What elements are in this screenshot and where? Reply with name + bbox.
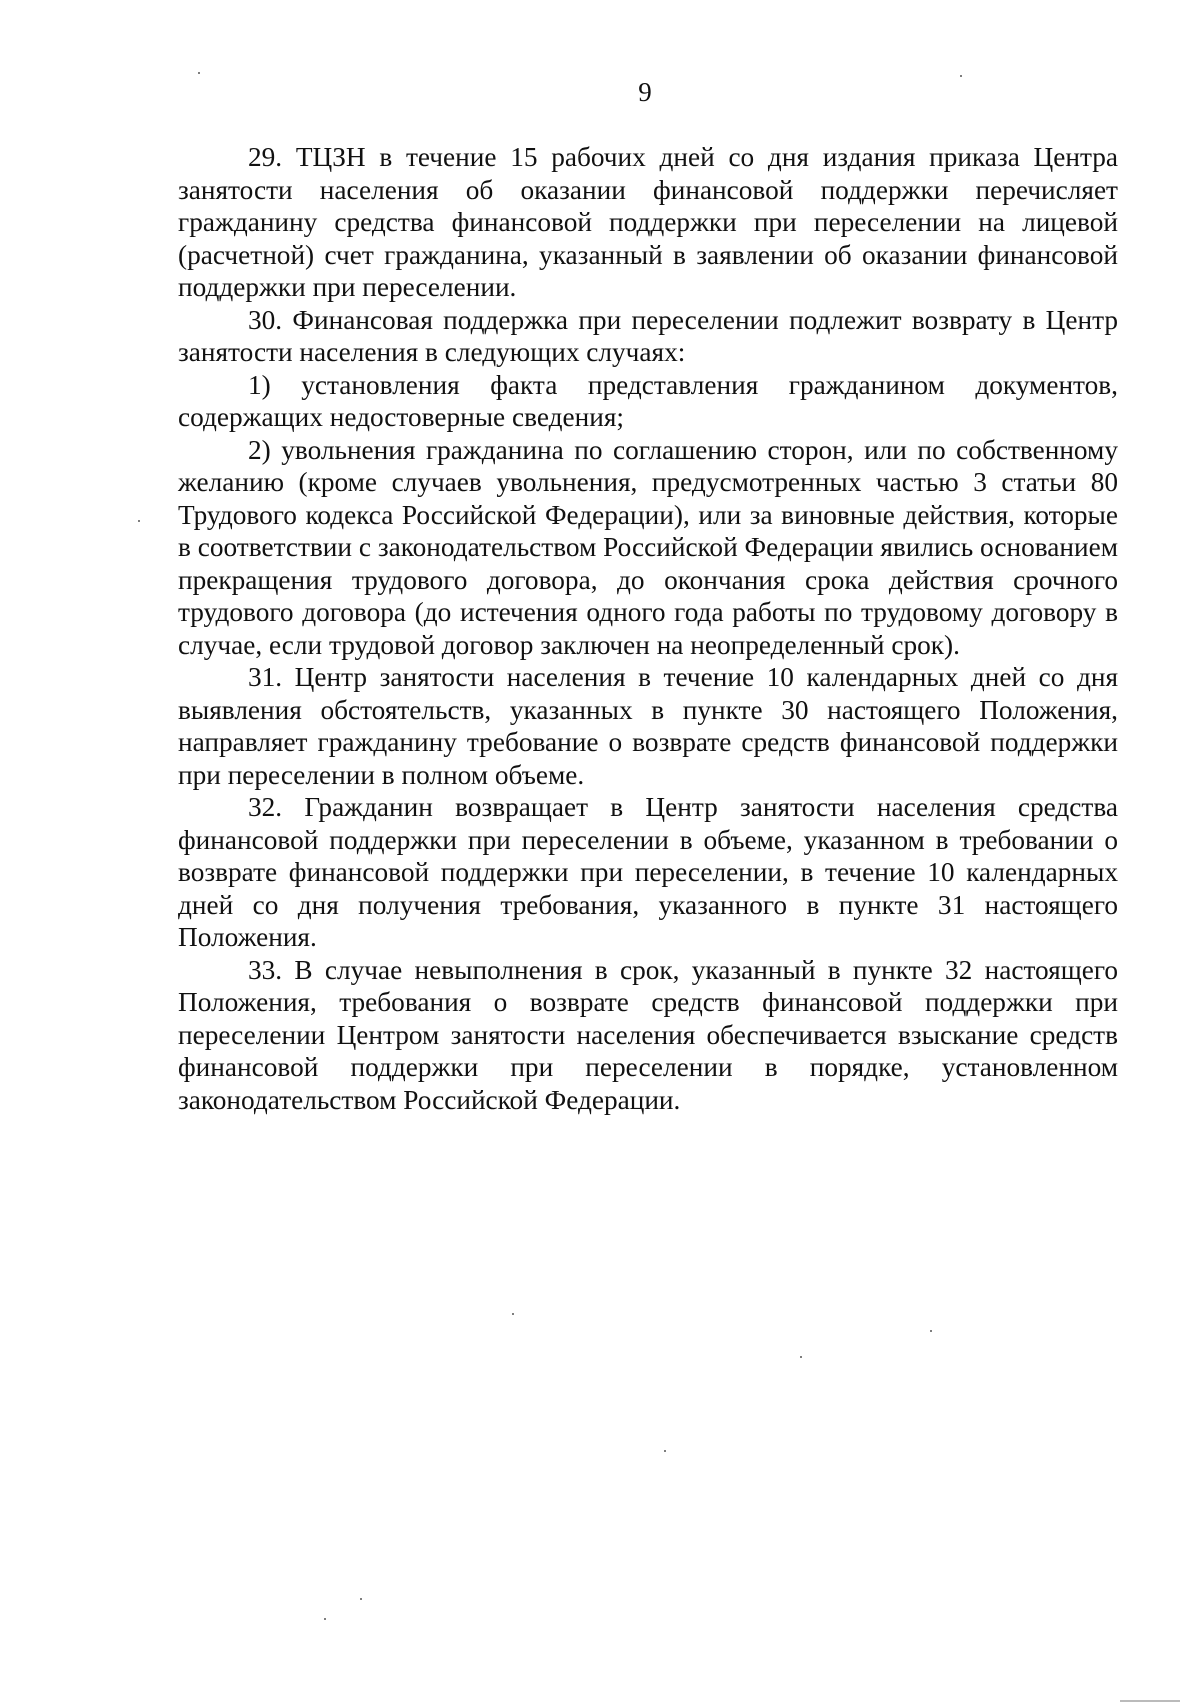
paragraph-30-item-1: 1) установления факта представления гражданином документов, содержащих недостоверные сведения; — [178, 369, 1118, 432]
scan-speck — [138, 520, 140, 522]
scan-speck — [960, 75, 962, 77]
scan-speck — [800, 1356, 802, 1358]
document-body — [178, 141, 1118, 1116]
paragraph-33: 33. В случае невыполнения в срок, указанный в пункте 32 настоящего Положения, требования о возврате средств финансовой поддержки при переселении Центром занятости населения обеспечивается взыскание средств финансовой поддержки при переселении в порядке, установленном законодательством Российской Федерации. — [178, 954, 1118, 1115]
scan-speck — [930, 1330, 932, 1332]
scan-speck — [512, 1313, 514, 1315]
paragraph-32: 32. Гражданин возвращает в Центр занятости населения средства финансовой поддержки при переселении в объеме, указанном в требовании о возврате финансовой поддержки при переселении, в течение 10 календарных дней со дня получения требования, указанного в пункте 31 настоящего Положения. — [178, 792, 1118, 952]
paragraph-31: 31. Центр занятости населения в течение 10 календарных дней со дня выявления обстоятельств, указанных в пункте 30 настоящего Положения, направляет гражданину требование о возврате средств финансовой поддержки при переселении в полном объеме. — [178, 662, 1118, 790]
scan-speck — [324, 1618, 326, 1620]
paragraph-29: 29. ТЦЗН в течение 15 рабочих дней со дня издания приказа Центра занятости населения об оказании финансовой поддержки перечисляет гражданину средства финансовой поддержки при переселении на лицевой (расчетной) счет гражданина, указанный в заявлении об оказании финансовой поддержки при переселении. — [178, 142, 1118, 302]
scan-speck — [664, 1450, 666, 1452]
scan-speck — [360, 1598, 362, 1600]
paragraph-30: 30. Финансовая поддержка при переселении подлежит возврату в Центр занятости населения в следующих случаях: — [178, 304, 1118, 367]
paragraph-30-item-2: 2) увольнения гражданина по соглашению сторон, или по собственному желанию (кроме случаев увольнения, предусмотренных частью 3 статьи 80 Трудового кодекса Российской Федерации), или за виновные действия, которые в соответствии с законодательством Российской Федерации явились основанием прекращения трудового договора, до окончания срока действия срочного трудового договора (до истечения одного года работы по трудовому договору в случае, если трудовой договор заключен на неопределенный срок). — [178, 434, 1118, 660]
scan-speck — [198, 72, 200, 74]
page-number: 9 — [638, 77, 652, 107]
scan-edge-mark — [1120, 1700, 1180, 1702]
